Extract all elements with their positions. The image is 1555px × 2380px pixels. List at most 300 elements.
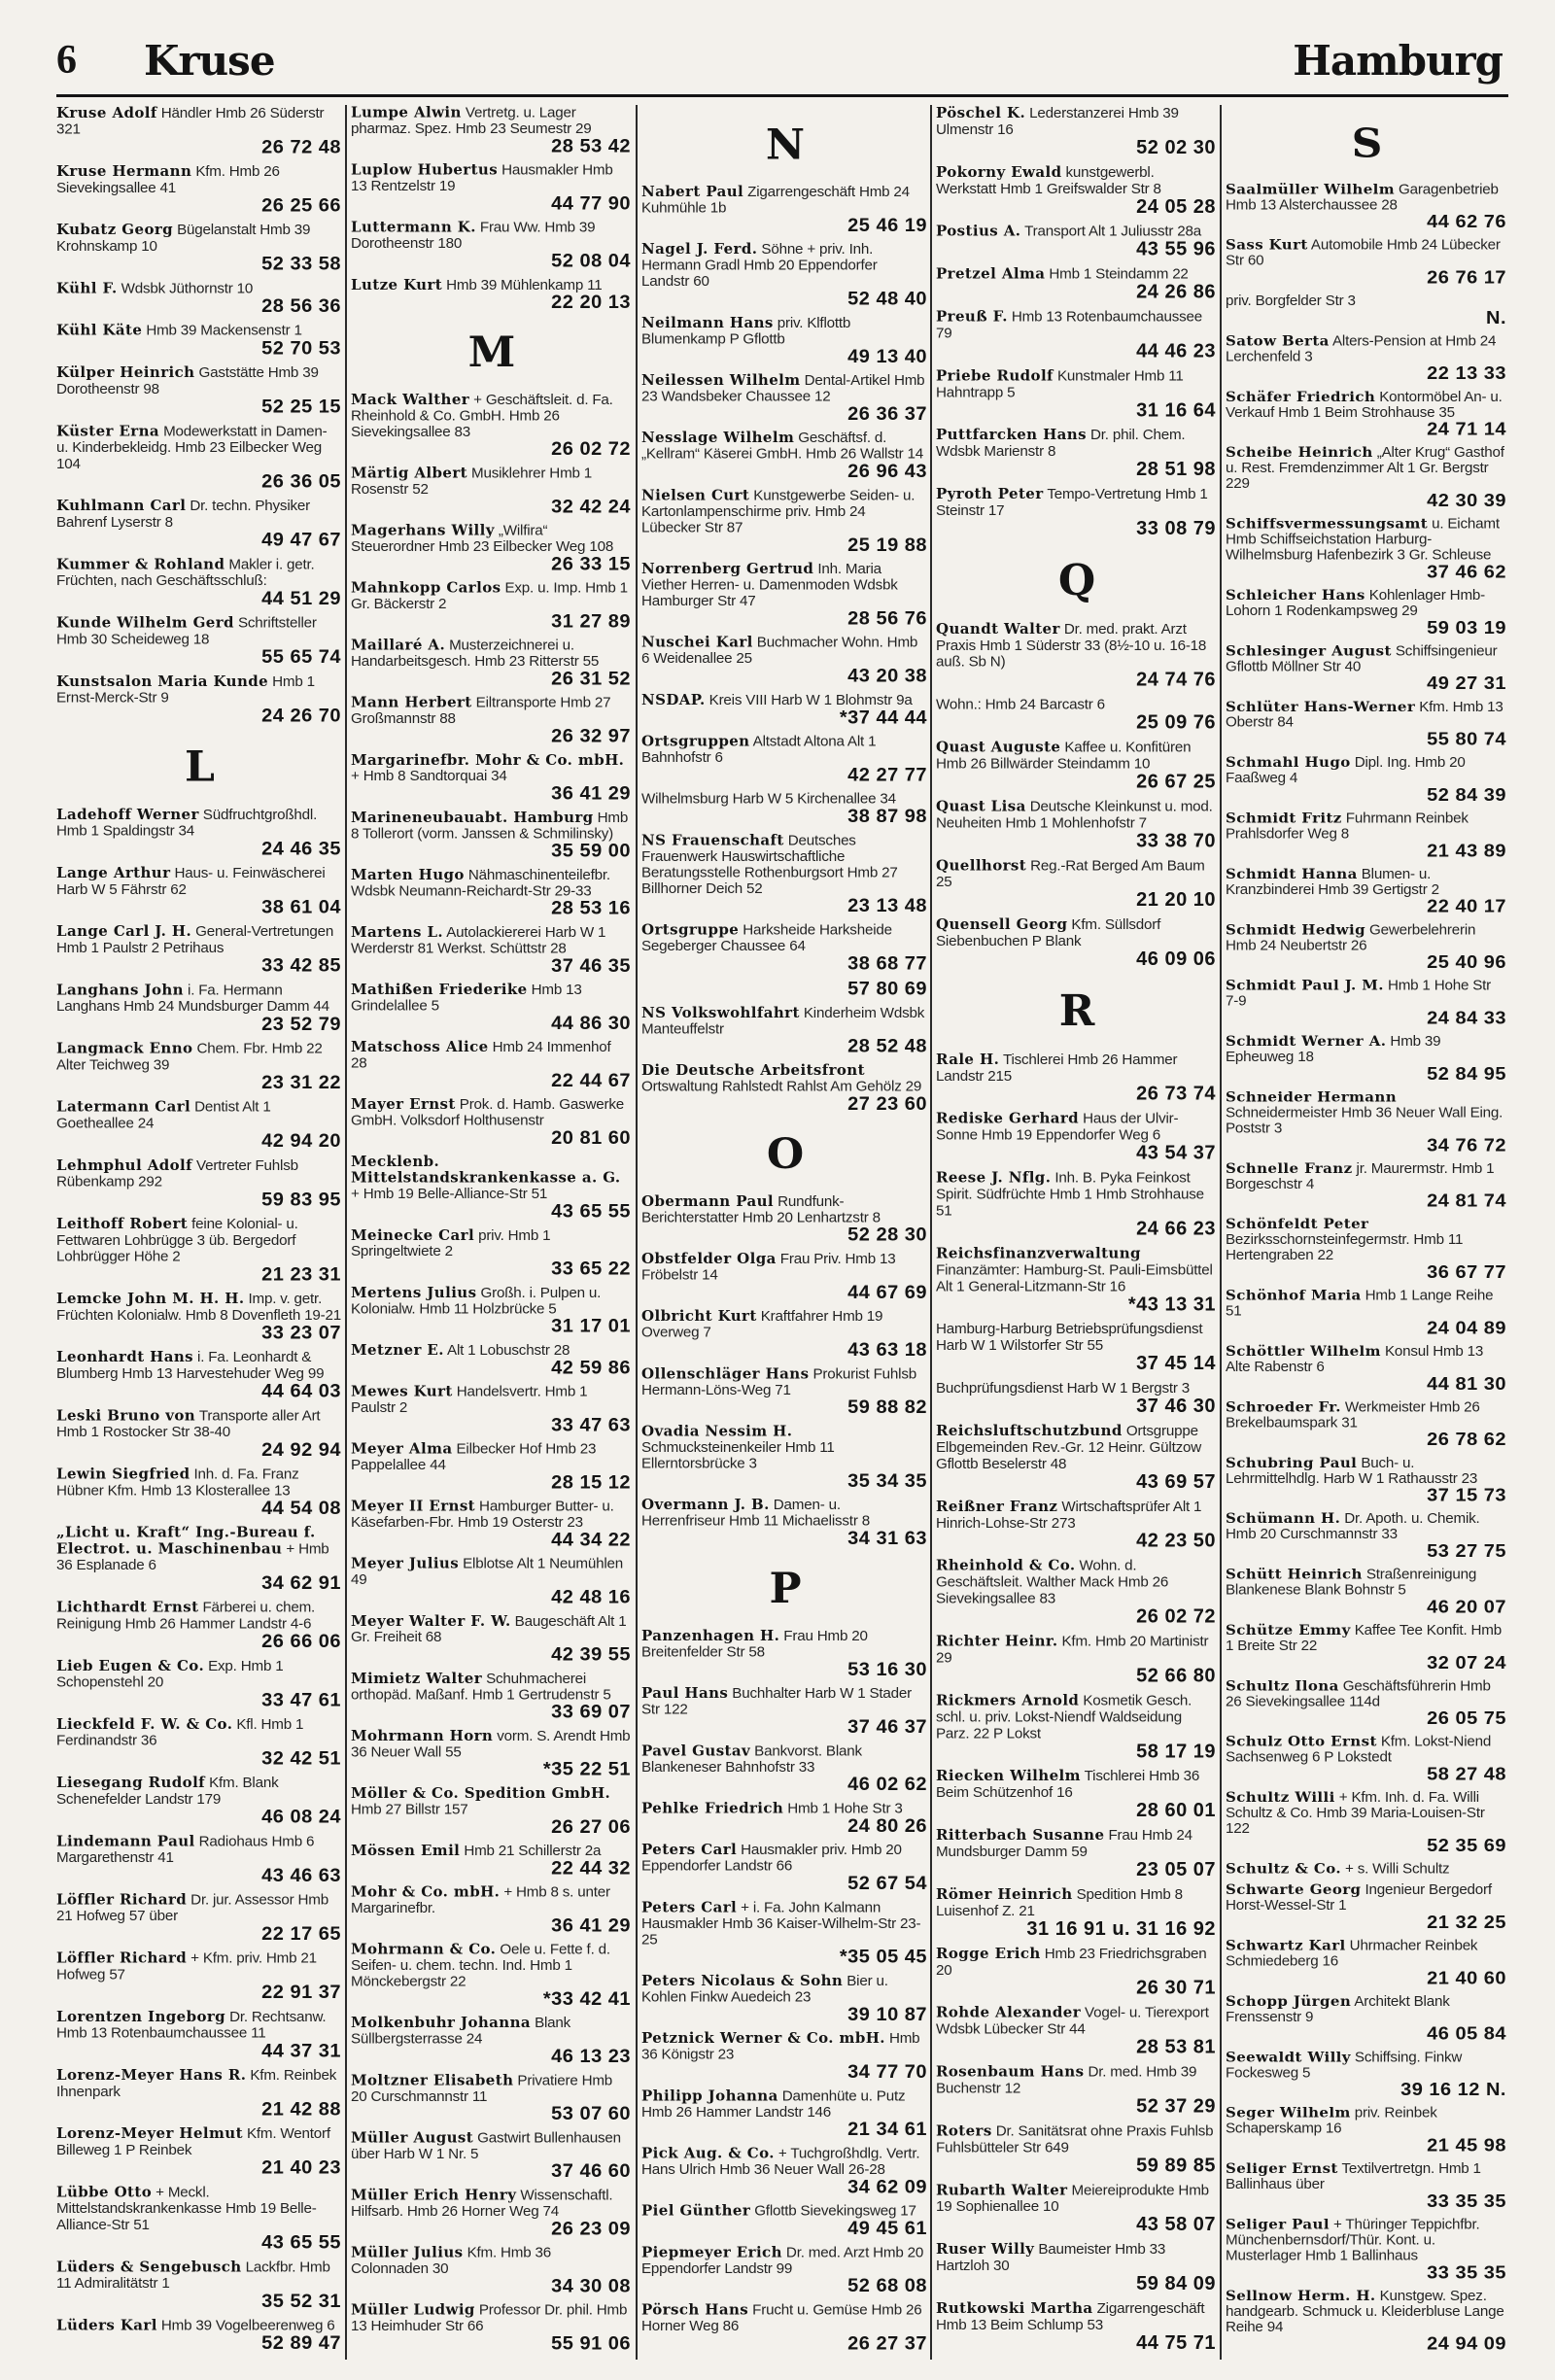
entry-name: Maillaré A. [351,637,446,654]
entry-name: Meyer Julius [351,1555,460,1572]
entry-phone: 55 80 74 [1427,729,1506,750]
entry-details: Frau Ww. Hmb 39 Dorotheenstr 180 [351,220,596,253]
entry-details: General-Vertretungen Hmb 1 Paulstr 2 Petrihaus [56,923,334,956]
entry-phone: 26 27 37 [847,2332,927,2355]
directory-entry [641,372,929,424]
directory-entry [641,561,929,629]
entry-phone: 21 20 10 [1136,889,1216,912]
entry-details: Frau Hmb 24 Mundsburger Damm 59 [936,1827,1192,1861]
directory-entry [1226,867,1508,917]
entry-details: Chem. Fbr. Hmb 22 Alter Teichweg 39 [56,1040,323,1074]
entry-name: Kruse Adolf [56,105,157,121]
directory-entry [641,1309,929,1361]
entry-name: Kuhlmann Carl [56,497,187,515]
directory-entry [936,427,1218,480]
directory-entry [641,635,929,686]
entry-phone: 24 92 94 [261,1439,341,1461]
entry-details: Südfruchtgroßhdl. Hmb 1 Spaldingstr 34 [56,807,318,840]
entry-phone: 25 46 19 [847,215,927,236]
entry-details: Dr. Rechtsanw. Hmb 13 Rotenbaumchaussee 11 [56,2008,327,2042]
entry-phone: 52 33 58 [261,253,341,275]
directory-entry [936,1052,1218,1105]
directory-entry [1226,700,1508,750]
entry-details: Exp. Hmb 1 Schopenstehl 20 [56,1657,284,1691]
entry-details: Imp. v. getr. Früchten Kolonialw. Hmb 8 Dovenfleth 19-21 [56,1291,341,1324]
entry-phone: 42 39 55 [551,1644,631,1666]
entry-phone: 53 16 30 [847,1659,927,1680]
entry-name: Nagel J. Ferd. [641,240,758,259]
directory-entry [936,266,1218,303]
entry-name: Obermann Paul [641,1192,775,1210]
entry-phone: 26 02 72 [1136,1605,1216,1628]
entry-details: Blumen- u. Kranzbinderei Hmb 39 Gertigstr 2 [1226,866,1439,898]
entry-phone: 59 03 19 [1427,617,1506,638]
directory-entry [351,1942,633,2010]
entry-phone: 36 41 29 [551,783,631,805]
entry-phone: 52 89 47 [261,2332,341,2355]
entry-name: Luplow Hubertus [351,161,499,179]
entry-name: Rosenbaum Hans [936,2062,1085,2081]
entry-phone: 53 07 60 [551,2103,631,2124]
directory-entry [936,2005,1218,2058]
entry-phone: 55 65 74 [261,646,341,669]
directory-entry [641,315,929,366]
directory-entry [351,277,633,313]
entry-phone: 46 09 06 [1136,949,1216,971]
entry-phone: 24 26 86 [1136,281,1216,303]
entry-details: Finanzämter: Hamburg-St. Pauli-Eimsbüttel Alt 1 General-Litzmann-Str 16 [936,1261,1213,1295]
column-divider [636,105,638,2360]
directory-entry [56,281,343,317]
entry-name: Rogge Erich [936,1944,1041,1962]
entry-phone: 46 05 84 [1427,2023,1506,2045]
directory-entry [351,924,633,976]
entry-name: Küster Erna [56,422,160,440]
entry-phone: 28 51 98 [1136,459,1216,481]
entry-phone: 58 27 48 [1427,1764,1506,1785]
entry-name: Pyroth Peter [936,485,1044,503]
entry-phone: 25 09 76 [1136,711,1216,734]
entry-details: Hmb 39 Epheuweg 18 [1226,1033,1441,1065]
directory-entry [936,2182,1218,2235]
entry-details: Baugeschäft Alt 1 Gr. Freiheit 68 [351,1613,627,1646]
entry-phone: 22 44 67 [551,1070,631,1091]
directory-entry [936,2300,1218,2354]
entry-phone: 52 67 54 [847,1873,927,1894]
entry-phone: 44 86 30 [551,1013,631,1034]
entry-details: Dr. Sanitätsrat ohne Praxis Fuhlsb Fuhlsbütteler Str 649 [936,2122,1214,2156]
entry-details: Konsul Hmb 13 Alte Rabenstr 6 [1226,1343,1484,1375]
directory-entry [936,367,1218,421]
directory-entry [56,1041,343,1093]
entry-name: Lichthardt Ernst [56,1598,199,1616]
directory-entry [1226,1089,1508,1156]
entry-details: Kfm. Hmb 26 Sievekingsallee 41 [56,163,280,196]
entry-phone: 31 17 01 [551,1316,631,1337]
directory-entry [936,1886,1218,1940]
entry-phone: 24 81 74 [1427,1190,1506,1212]
directory-entry [936,1111,1218,1164]
directory-entry [641,833,929,916]
entry-name: Schlüter Hans-Werner [1226,698,1416,715]
entry-details: Spedition Hmb 8 Luisenhof Z. 21 [936,1885,1183,1919]
entry-details: Färberei u. chem. Reinigung Hmb 26 Hammer Landstr 4-6 [56,1599,316,1633]
entry-phone: 26 02 72 [551,438,631,461]
directory-entry [56,2318,343,2354]
directory-entry [1226,1790,1508,1856]
directory-entry [641,184,929,235]
directory-entry [56,163,343,216]
entry-name: Märtig Albert [351,464,467,482]
entry-details: priv. Borgfelder Str 3 [1226,293,1356,309]
entry-details: Dr. med. Arzt Hmb 20 Eppendorfer Landstr 99 [641,2244,924,2277]
entry-phone: 52 84 95 [1427,1063,1506,1085]
directory-entry [936,857,1218,911]
entry-phone: 23 05 07 [1136,1859,1216,1880]
entry-details: Kaffee Tee Konfit. Hmb 1 Breite Str 22 [1226,1622,1502,1654]
entry-details: Dental-Artikel Hmb 23 Wandsbeker Chaussee 12 [641,372,925,405]
entry-name: Külper Heinrich [56,363,195,382]
directory-entry [56,423,343,492]
entry-name: Sass Kurt [1226,236,1308,254]
entry-name: Meyer Alma [351,1440,453,1458]
section-letter: N [765,121,806,169]
entry-phone: 49 13 40 [847,346,927,367]
entry-details: Schriftsteller Hmb 30 Scheideweg 18 [56,614,317,648]
directory-entry [1226,1288,1508,1338]
entry-details: Makler i. getr. Früchten, nach Geschäftsschluß: [56,556,315,590]
directory-entry [56,1099,343,1152]
entry-name: Margarinefbr. Mohr & Co. mbH. [351,751,625,769]
directory-entry [351,1227,633,1279]
column-3 [641,105,929,2360]
entry-phone: 52 84 39 [1427,784,1506,806]
directory-entry [641,1801,929,1837]
directory-entry [351,466,633,517]
entry-phone: 43 54 37 [1136,1142,1216,1164]
directory-entry [56,1658,343,1710]
directory-entry [1226,1735,1508,1785]
entry-name: Lange Arthur [56,864,171,881]
entry-phone: 49 47 67 [261,529,341,551]
entry-phone: 26 67 25 [1136,771,1216,793]
section-letter: O [766,1130,805,1179]
entry-details: Wilhelmsburg Harb W 5 Kirchenallee 34 [641,791,896,808]
entry-details: Ortsgruppe Elbgemeinden Rev.-Gr. 12 Heinr. Gültzow Gflottb Beselerstr 48 [936,1423,1202,1472]
directory-entry [56,1408,343,1461]
directory-entry [936,1946,1218,1999]
entry-name: Lumpe Alwin [351,105,462,121]
directory-entry [1226,445,1508,511]
column-divider [930,105,932,2360]
entry-details: feine Kolonial- u. Fettwaren Lohbrügge 3 üb. Bergedorf Lohbrügger Höhe 2 [56,1216,298,1265]
entry-phone: 24 66 23 [1136,1218,1216,1240]
entry-name: Mössen Emil [351,1842,461,1859]
entry-details: Professor Dr. phil. Hmb 13 Heimhuder Str 66 [351,2301,628,2334]
entry-name: Schnelle Franz [1226,1159,1353,1177]
entry-name: NS Volkswohlfahrt [641,1004,800,1021]
entry-details: Zigarrengeschäft Hmb 24 Kuhmühle 1b [641,184,910,217]
directory-entry [641,431,929,482]
entry-name: Mann Herbert [351,694,472,711]
entry-details: Schneidermeister Hmb 36 Neuer Wall Eing. Poststr 3 [1226,1105,1503,1137]
entry-phone: 53 27 75 [1427,1540,1506,1562]
entry-details: Kontormöbel An- u. Verkauf Hmb 1 Beim Strohhause 35 [1226,389,1503,421]
directory-entry [56,1157,343,1210]
entry-name: Ovadia Nessim H. [641,1422,793,1440]
directory-entry [56,364,343,417]
entry-name: Postius A. [936,222,1021,240]
column-1 [56,105,343,2360]
entry-phone: 21 45 98 [1427,2135,1506,2156]
entry-details: Kunstmaler Hmb 11 Hahntrapp 5 [936,367,1184,401]
directory-entry [351,695,633,746]
entry-phone: 27 23 60 [847,1093,927,1115]
directory-entry [641,1193,929,1245]
entry-phone: 43 20 38 [847,666,927,687]
entry-details: Tischlerei Hmb 26 Hammer Landstr 215 [936,1051,1178,1085]
directory-entry [1226,1678,1508,1729]
entry-name: Kunstsalon Maria Kunde [56,672,269,690]
entry-details: Textilvertretgn. Hmb 1 Ballinhaus über [1226,2160,1481,2192]
directory-entry [1226,1994,1508,2045]
entry-name: Marineneubauabt. Hamburg [351,809,594,826]
entry-phone: 33 38 70 [1136,830,1216,852]
directory-entry [56,1775,343,1827]
directory-entry [1226,1161,1508,1212]
entry-details: i. Fa. Hermann Langhans Hmb 24 Mundsburger Damm 44 [56,982,329,1016]
entry-details: Söhne + priv. Inh. Hermann Gradl Hmb 20 Eppendorfer Landstr 60 [641,241,878,291]
entry-phone: 24 74 76 [1136,669,1216,691]
directory-entry [351,580,633,632]
entry-name: Marten Hugo [351,866,465,883]
directory-entry [936,309,1218,362]
entry-phone: 52 48 40 [847,289,927,310]
directory-entry [1226,237,1508,288]
entry-details: „Alter Krug“ Gasthof u. Rest. Fremdenzimmer Alt 1 Gr. Bergstr 229 [1226,444,1504,492]
entry-name: Schlesinger August [1226,642,1392,660]
entry-phone: 39 10 87 [847,2004,927,2025]
entry-details: Inh. Maria Viether Herren- u. Damenmoden Wdsbk Hamburger Str 47 [641,561,898,609]
entry-phone: 26 96 43 [847,461,927,482]
entry-name: Schmidt Werner A. [1226,1032,1387,1050]
directory-entry [1226,1344,1508,1395]
directory-entry [936,1170,1218,1240]
entry-details: Hmb 13 Rotenbaumchaussee 79 [936,308,1202,342]
directory-entry [1226,1034,1508,1085]
entry-name: Lindemann Paul [56,1832,195,1850]
entry-name: Lewin Siegfried [56,1465,190,1483]
directory-entry [56,2009,343,2061]
entry-details: Elblotse Alt 1 Neumühlen 49 [351,1556,624,1589]
directory-entry [1226,811,1508,861]
directory-entry [1226,922,1508,973]
entry-phone: 52 02 30 [1136,136,1216,158]
entry-name: Peters Carl [641,1898,738,1916]
entry-phone: 26 78 62 [1427,1430,1506,1450]
entry-name: Mecklenb. Mittelstandskrankenkasse a. G. [351,1153,621,1187]
page-header [56,37,1508,97]
entry-name: Liesegang Rudolf [56,1774,206,1792]
entry-name: Mertens Julius [351,1284,477,1301]
directory-entry [641,1900,929,1968]
entry-details: jr. Maurermstr. Hmb 1 Borgeschstr 4 [1226,1160,1495,1192]
entry-name: Luttermann K. [351,219,476,236]
entry-name: Nabert Paul [641,183,744,200]
entry-name: Pöschel K. [936,105,1026,121]
entry-name: Schwarte Georg [1226,1880,1362,1898]
column-4 [936,105,1218,2360]
entry-name: Peters Carl [641,1841,738,1859]
directory-entry [1226,755,1508,806]
entry-details: Hmb 13 Grindelallee 5 [351,982,582,1015]
entry-details: Wissenschaftl. Hilfsarb. Hmb 26 Horner Weg 74 [351,2187,613,2220]
entry-phone: 28 56 76 [847,607,927,630]
entry-details: Ortswaltung Rahlstedt Rahlst Am Gehölz 29 [641,1078,922,1095]
entry-details: Gflottb Sievekingsweg 17 [754,2202,916,2220]
entry-phone: 24 26 70 [261,705,341,727]
entry-phone: 24 80 26 [847,1815,927,1837]
entry-phone: 44 77 90 [551,193,631,215]
entry-name: Kühl Käte [56,321,143,339]
entry-phone: 52 28 30 [847,1224,927,1246]
section-letter: Q [1057,555,1096,605]
directory-entry [56,557,343,609]
entry-name: Schopp Jürgen [1226,1992,1352,2010]
entry-details: Handelsvertr. Hmb 1 Paulstr 2 [351,1383,588,1416]
entry-phone: 32 07 24 [1427,1652,1506,1673]
entry-details: Frau Hmb 20 Breitenfelder Str 58 [641,1628,868,1661]
directory-entry [56,1833,343,1885]
entry-details: Meiereiprodukte Hmb 19 Sophienallee 10 [936,2182,1209,2216]
entry-phone: *35 22 51 [542,1759,631,1780]
directory-entry [351,1097,633,1149]
entry-phone: 33 47 61 [261,1689,341,1711]
entry-name: Mohr & Co. mbH. [351,1883,501,1901]
entry-phone: 33 35 35 [1427,2262,1506,2283]
directory-entry [641,980,929,999]
directory-entry [56,2259,343,2311]
entry-name: Müller Julius [351,2243,464,2261]
entry-details: Deutsche Kleinkunst u. mod. Neuheiten Hmb 1 Mohlenhofstr 7 [936,798,1213,832]
directory-entry [1226,2289,1508,2355]
entry-name: Lutze Kurt [351,276,443,293]
entry-phone: 24 05 28 [1136,195,1216,218]
entry-phone: 33 65 22 [551,1259,631,1280]
entry-name: Reichsfinanzverwaltung [936,1244,1141,1262]
entry-name: Lorentzen Ingeborg [56,2008,226,2025]
entry-phone: 32 42 51 [261,1747,341,1770]
entry-details: i. Fa. Leonhardt & Blumberg Hmb 13 Harvestehuder Weg 99 [56,1349,325,1382]
entry-phone: 25 19 88 [847,535,927,556]
directory-entry [936,1380,1218,1417]
entry-details: Radiohaus Hmb 6 Margarethenstr 41 [56,1833,315,1867]
entry-phone: *35 05 45 [839,1947,927,1968]
directory-entry [1226,1623,1508,1673]
entry-name: Reichsluftschutzbund [936,1422,1123,1439]
directory-entry [56,1892,343,1945]
entry-details: Exp. u. Imp. Hmb 1 Gr. Bäckerstr 2 [351,579,628,612]
entry-phone: 44 37 31 [261,2040,341,2062]
directory-entry [1226,2217,1508,2283]
directory-entry [641,488,929,556]
entry-details: priv. Reinbek Schaperskamp 16 [1226,2105,1437,2137]
entry-phone: 37 46 62 [1427,562,1506,583]
entry-phone: 44 81 30 [1427,1373,1506,1395]
entry-phone: 37 46 60 [551,2160,631,2183]
directory-entry [641,2146,929,2197]
entry-details: Musterzeichnerei u. Handarbeitsgesch. Hmb 23 Ritterstr 55 [351,638,600,670]
entry-details: + Geschäftsleit. d. Fa. Rheinhold & Co. GmbH. Hmb 26 Sievekingsallee 83 [351,392,613,440]
entry-phone: 20 81 60 [551,1127,631,1149]
entry-details: Tischlerei Hmb 36 Beim Schützenhof 16 [936,1768,1200,1802]
entry-phone: 28 53 42 [551,135,631,157]
entry-details: Kunstgewerbe Seiden- u. Kartonlampenschirme priv. Hmb 24 Lübecker Str 87 [641,487,916,536]
directory-entry [56,673,343,726]
entry-phone: 33 35 35 [1427,2190,1506,2212]
directory-entry [351,982,633,1033]
entry-name: Pehlke Friedrich [641,1799,784,1817]
directory-entry [1226,333,1508,384]
entry-name: Schultz Ilona [1226,1677,1339,1695]
page-number: 6 [56,38,78,83]
entry-details: Geschäftsf. d. „Kellram“ Käserei GmbH. Hmb 26 Wallstr 14 [641,430,923,463]
entry-phone: 26 36 05 [261,470,341,493]
entry-details: Reg.-Rat Berged Am Baum 25 [936,857,1205,891]
entry-name: Ruser Willy [936,2240,1035,2259]
entry-phone: 38 87 98 [847,806,927,827]
entry-name: Rale H. [936,1050,1000,1068]
entry-name: Overmann J. B. [641,1496,770,1514]
entry-details: Gastwirt Bullenhausen über Harb W 1 Nr. 5 [351,2129,621,2162]
entry-phone: 28 56 36 [261,295,341,317]
directory-entry [351,2130,633,2182]
entry-details: Automobile Hmb 24 Lübecker Str 60 [1226,237,1501,269]
entry-name: Panzenhagen H. [641,1627,780,1644]
entry-details: Privatiere Hmb 20 Curschmannstr 11 [351,2072,613,2105]
entry-details: Hmb 1 Hohe Str 3 [787,1800,903,1817]
entry-name: Schmidt Hedwig [1226,921,1365,939]
entry-name: Riecken Wilhelm [936,1767,1081,1785]
entry-details: Hmb 39 Mackensenstr 1 [146,322,302,339]
entry-details: Dipl. Ing. Hmb 20 Faaßweg 4 [1226,754,1466,786]
entry-details: Transport Alt 1 Juliusstr 28a [1024,223,1202,240]
directory-entry [1226,1882,1508,1933]
entry-name: Schultz & Co. [1226,1860,1342,1878]
entry-details: Kfm. Hmb 13 Oberstr 84 [1226,699,1503,731]
entry-details: Bier u. Kohlen Finkw Auedeich 23 [641,1973,888,2006]
entry-details: + Hmb 36 Esplanade 6 [56,1540,329,1574]
entry-details: + Kfm. priv. Hmb 21 Hofweg 57 [56,1949,317,1983]
directory-entry [351,1671,633,1722]
entry-phone: 28 15 12 [551,1471,631,1494]
entry-details: Gewerbelehrerin Hmb 24 Neubertstr 26 [1226,922,1476,954]
entry-details: Straßenreinigung Blankenese Blank Bohnstr 5 [1226,1567,1477,1599]
entry-details: Prokurist Fuhlsb Hermann-Löns-Weg 71 [641,1365,916,1398]
directory-entry [351,1843,633,1879]
entry-name: Seewaldt Willy [1226,2049,1351,2066]
entry-name: Neilessen Wilhelm [641,371,801,389]
entry-name: Norrenberg Gertrud [641,560,814,577]
directory-entry [936,1499,1218,1552]
entry-name: „Licht u. Kraft“ Ing.-Bureau f. Electrot. u. Maschinenbau [56,1523,316,1558]
directory-entry [56,498,343,550]
entry-details: Rundfunk-Berichterstatter Hmb 20 Lenhartzstr 8 [641,1193,881,1226]
entry-name: Neilmann Hans [641,314,774,331]
entry-details: Bezirksschornsteinfegermstr. Hmb 11 Hertengraben 22 [1226,1232,1464,1263]
entry-name: Schneider Hermann [1226,1088,1397,1106]
entry-phone: 31 16 91 u. 31 16 92 [1026,1917,1216,1940]
